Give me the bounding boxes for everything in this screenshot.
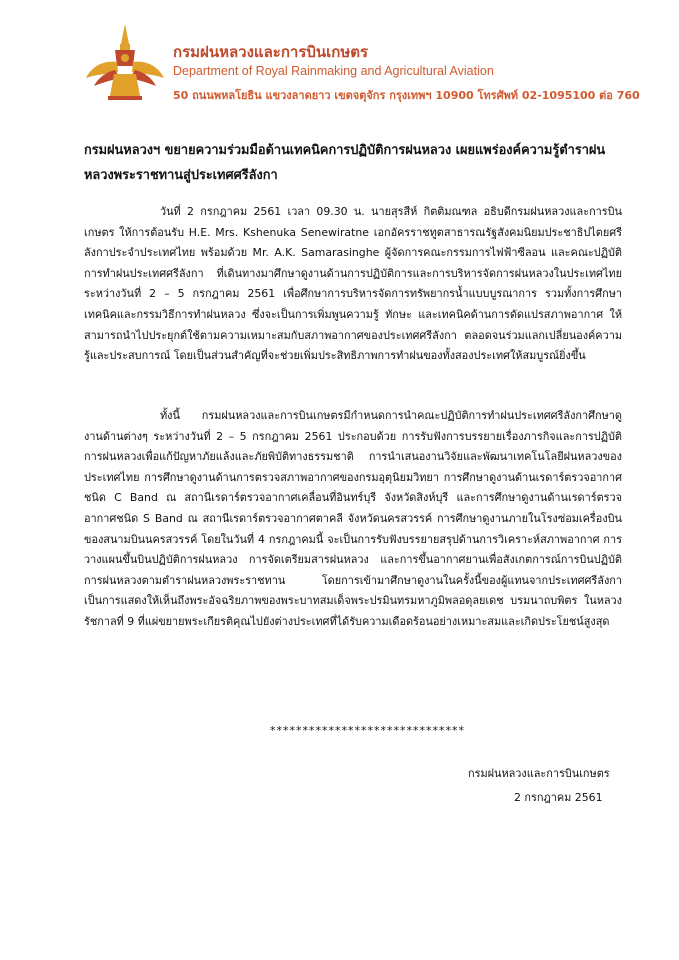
letterhead xyxy=(0,0,679,115)
org-address: 50 ถนนพหลโยธิน แขวงลาดยาว เขตจตุจักร กรุงเทพฯ 10900 โทรศัพท์ 02-1095100 ต่อ 760 xyxy=(173,89,640,102)
separator-stars: ****************************** xyxy=(270,724,465,737)
paragraph-1: วันที่ 2 กรกฎาคม 2561 เวลา 09.30 น. นายสุรสีห์ กิตติมณฑล อธิบดีกรมฝนหลวงและการบินเกษตร ให้การต้อนรับ H.E. Mrs. Kshenuka Senewiratne เอกอัครราชทูตสาธารณรัฐสังคมนิยมประชาธิปไตยศรีลังกาประจำประเทศไทย พร้อมด้วย Mr. A.K. Samarasinghe ผู้จัดการคณะกรรมการไฟฟ้าซีลอน และคณะปฏิบัติการทำฝนประเทศศรีลังกา ที่เดินทางมาศึกษาดูงานด้านการปฏิบัติการและการบริหารจัดการฝนหลวงในประเทศไทย ระหว่างวันที่ 2 – 5 กรกฎาคม 2561 เพื่อศึกษาการบริหารจัดการทรัพยากรน้ำแบบบูรณาการ รวมทั้งการศึกษาเทคนิคและกรรมวิธีการทำฝนหลวง ซึ่งจะเป็นการเพิ่มพูนความรู้ ทักษะ และเทคนิคด้านการดัดแปรสภาพอากาศ ให้สามารถนำไปประยุกต์ใช้ตามความเหมาะสมกับสภาพอากาศของประเทศศรีลังกา ตลอดจนร่วมแลกเปลี่ยนองค์ความรู้และประสบการณ์ โดยเป็นส่วนสำคัญที่จะช่วยเพิ่มประสิทธิภาพการทำฝนของทั้งสองประเทศให้สมบูรณ์ยิ่งขึ้น xyxy=(84,205,622,363)
paragraph-2: ทั้งนี้ กรมฝนหลวงและการบินเกษตรมีกำหนดการนำคณะปฏิบัติการทำฝนประเทศศรีลังกาศึกษาดูงานด้านต่างๆ ระหว่างวันที่ 2 – 5 กรกฎาคม 2561 ประกอบด้วย การรับฟังการบรรยายเรื่องภารกิจและการปฏิบัติการฝนหลวงเพื่อแก้ปัญหาภัยแล้งและภัยพิบัติทางธรรมชาติ การนำเสนองานวิจัยและพัฒนาเทคโนโลยีฝนหลวงของประเทศไทย การศึกษาดูงานด้านการตรวจสภาพอากาศของกรมอุตุนิยมวิทยา การศึกษาดูงานด้านเรดาร์ตรวจอากาศชนิด C Band ณ สถานีเรดาร์ตรวจอากาศเคลื่อนที่อินทร์บุรี จังหวัดสิงห์บุรี และการศึกษาดูงานด้านเรดาร์ตรวจอากาศชนิด S Band ณ สถานีเรดาร์ตรวจอากาศตาคลี จังหวัดนครสวรรค์ การศึกษาดูงานภายในโรงซ่อมเครื่องบินของสนามบินนครสวรรค์ โดยในวันที่ 4 กรกฎาคมนี้ จะเป็นการรับฟังบรรยายสรุปด้านการวิเคราะห์สภาพอากาศ การวางแผนขึ้นบินปฏิบัติการฝนหลวง การจัดเตรียมสารฝนหลวง และการขึ้นอากาศยานเพื่อสังเกตการณ์การบินปฏิบัติการฝนหลวงตามตำราฝนหลวงพระราชทาน โดยการเข้ามาศึกษาดูงานในครั้งนี้ของผู้แทนจากประเทศศรีลังกา เป็นการแสดงให้เห็นถึงพระอัจฉริยภาพของพระบาทสมเด็จพระปรมินทรมหาภูมิพลอดุลยเดช บรมนาถบพิตร ในหลวงรัชกาลที่ 9 ที่แผ่ขยายพระเกียรติคุณไปยังต่างประเทศที่ได้รับความเดือดร้อนอย่างเหมาะสมและเกิดประโยชน์สูงสุด xyxy=(84,409,622,628)
signature-organization: กรมฝนหลวงและการบินเกษตร xyxy=(468,767,610,780)
org-name-thai: กรมฝนหลวงและการบินเกษตร xyxy=(173,43,369,61)
press-release-title: กรมฝนหลวงฯ ขยายความร่วมมือด้านเทคนิคการปฏิบัติการฝนหลวง เผยแพร่องค์ความรู้ตำราฝนหลวงพระราชทานสู่ประเทศศรีลังกา xyxy=(84,143,606,183)
press-release-body xyxy=(84,138,622,804)
royal-rainmaking-emblem-icon xyxy=(84,22,166,102)
signature-date: 2 กรกฎาคม 2561 xyxy=(514,791,603,804)
org-name-english: Department of Royal Rainmaking and Agricultural Aviation xyxy=(173,64,494,78)
